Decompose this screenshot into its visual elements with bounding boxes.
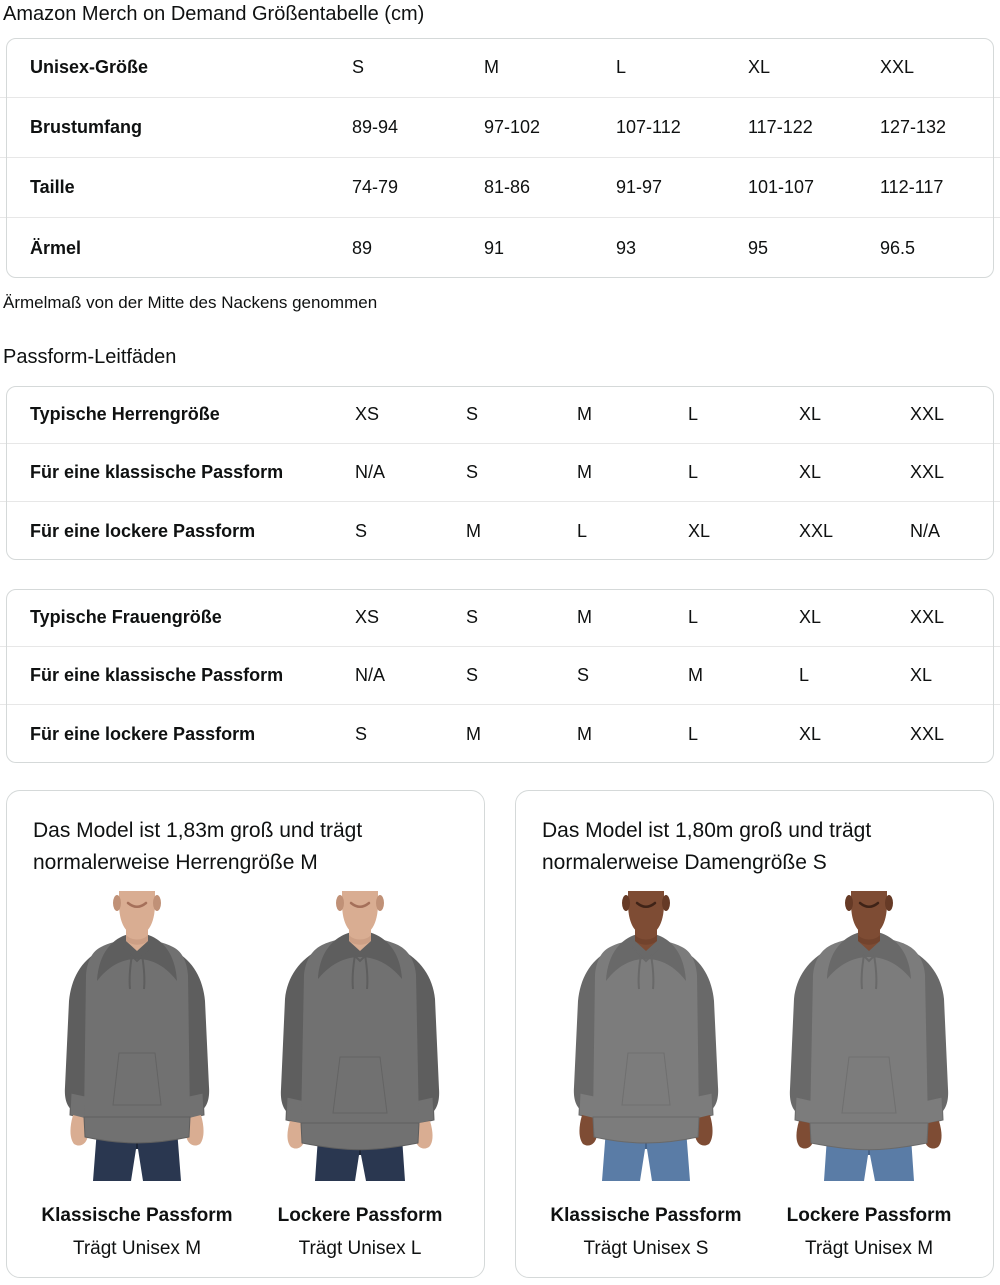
size-cell: M (484, 57, 499, 77)
size-cell: S (355, 723, 368, 744)
size-cell: XXL (910, 404, 945, 424)
size-cell: M (577, 404, 592, 424)
size-cell: L (577, 520, 588, 541)
measure-cell: 91-97 (616, 177, 663, 197)
size-cell: N/A (355, 462, 386, 482)
size-cell: M (577, 607, 592, 627)
fit-guides-heading: Passform-Leitfäden (3, 346, 177, 368)
row-label: Für eine lockere Passform (30, 723, 256, 744)
size-cell: XXL (880, 57, 915, 77)
measure-cell: 107-112 (616, 117, 681, 137)
size-cell: XL (799, 723, 822, 744)
size-cell: XXL (910, 723, 945, 744)
model-photo-classic-fit (546, 891, 746, 1181)
fit-caption: Lockere Passform (277, 1205, 443, 1226)
measure-cell: 96.5 (880, 237, 916, 258)
size-cell: S (352, 57, 365, 77)
size-cell: S (466, 462, 479, 482)
loose-fit-figure (765, 891, 973, 1260)
measure-cell: 101-107 (748, 177, 815, 197)
size-cell: S (466, 607, 479, 627)
size-caption: Trägt Unisex L (298, 1238, 422, 1259)
size-cell: M (577, 462, 592, 482)
measure-cell: 93 (616, 237, 637, 258)
model-figures (33, 891, 464, 1260)
row-label: Ärmel (30, 237, 82, 258)
row-label: Taille (30, 177, 75, 197)
size-cell: S (466, 404, 479, 424)
measure-cell: 112-117 (880, 177, 944, 197)
table-row (0, 705, 1000, 763)
measure-cell: 91 (484, 237, 505, 258)
row-label: Unisex-Größe (30, 57, 149, 77)
mens-fit-table (0, 386, 1000, 560)
model-description: Das Model ist 1,83m groß und trägt normalerweise Herrengröße M (33, 819, 363, 874)
size-cell: XXL (799, 520, 834, 541)
table-row (0, 589, 1000, 647)
table-row (0, 38, 1000, 98)
size-cell: L (688, 723, 699, 744)
measure-cell: 127-132 (880, 117, 947, 137)
table-row (0, 386, 1000, 444)
womens-fit-table (0, 589, 1000, 763)
size-cell: XL (799, 404, 822, 424)
table-row (0, 502, 1000, 560)
measure-cell: 95 (748, 237, 769, 258)
size-cell: XS (355, 607, 380, 627)
size-cell: XS (355, 404, 380, 424)
row-label: Für eine klassische Passform (30, 665, 284, 685)
table-row (0, 218, 1000, 278)
unisex-size-table (0, 38, 1000, 278)
size-cell: XL (748, 57, 771, 77)
classic-fit-figure (33, 891, 241, 1260)
size-cell: XL (688, 520, 711, 541)
size-cell: S (355, 520, 368, 541)
size-cell: S (577, 665, 590, 685)
model-cards (6, 790, 994, 1278)
model-description: Das Model ist 1,80m groß und trägt normalerweise Damengröße S (542, 819, 872, 874)
size-cell: L (799, 665, 810, 685)
womens-model-card (515, 790, 994, 1278)
table-row (0, 647, 1000, 705)
fit-caption: Klassische Passform (550, 1205, 742, 1226)
sleeve-measure-note: Ärmelmaß von der Mitte des Nackens genommen (3, 293, 378, 312)
size-cell: L (616, 57, 627, 77)
size-caption: Trägt Unisex M (72, 1238, 202, 1259)
model-photo-loose-fit (260, 891, 460, 1181)
table-row (0, 444, 1000, 502)
fit-caption: Lockere Passform (786, 1205, 952, 1226)
row-label: Typische Frauengröße (30, 607, 222, 627)
size-cell: L (688, 404, 699, 424)
model-photo-loose-fit (769, 891, 969, 1181)
measure-cell: 97-102 (484, 117, 541, 137)
measure-cell: 74-79 (352, 177, 399, 197)
loose-fit-figure (256, 891, 464, 1260)
fit-caption: Klassische Passform (41, 1205, 233, 1226)
size-cell: XL (799, 607, 822, 627)
size-cell: L (688, 462, 699, 482)
size-cell: S (466, 665, 479, 685)
size-caption: Trägt Unisex S (583, 1238, 709, 1259)
table-row (0, 158, 1000, 218)
measure-cell: 89-94 (352, 117, 399, 137)
size-cell: M (577, 723, 592, 744)
model-figures (542, 891, 973, 1260)
size-cell: M (466, 520, 481, 541)
measure-cell: 117-122 (748, 117, 813, 137)
size-cell: N/A (355, 665, 386, 685)
measure-cell: 89 (352, 237, 373, 258)
mens-model-card (6, 790, 485, 1278)
size-cell: N/A (910, 520, 941, 541)
size-cell: XXL (910, 462, 945, 482)
size-cell: M (688, 665, 703, 685)
classic-fit-figure (542, 891, 750, 1260)
size-caption: Trägt Unisex M (804, 1238, 934, 1259)
table-row (0, 98, 1000, 158)
model-photo-classic-fit (37, 891, 237, 1181)
size-cell: M (466, 723, 481, 744)
row-label: Für eine lockere Passform (30, 520, 256, 541)
page-title: Amazon Merch on Demand Größentabelle (cm) (3, 3, 425, 25)
size-cell: XXL (910, 607, 945, 627)
size-cell: XL (910, 665, 933, 685)
row-label: Für eine klassische Passform (30, 462, 284, 482)
size-cell: XL (799, 462, 822, 482)
size-cell: L (688, 607, 699, 627)
row-label: Typische Herrengröße (30, 404, 220, 424)
row-label: Brustumfang (30, 117, 142, 137)
measure-cell: 81-86 (484, 177, 531, 197)
